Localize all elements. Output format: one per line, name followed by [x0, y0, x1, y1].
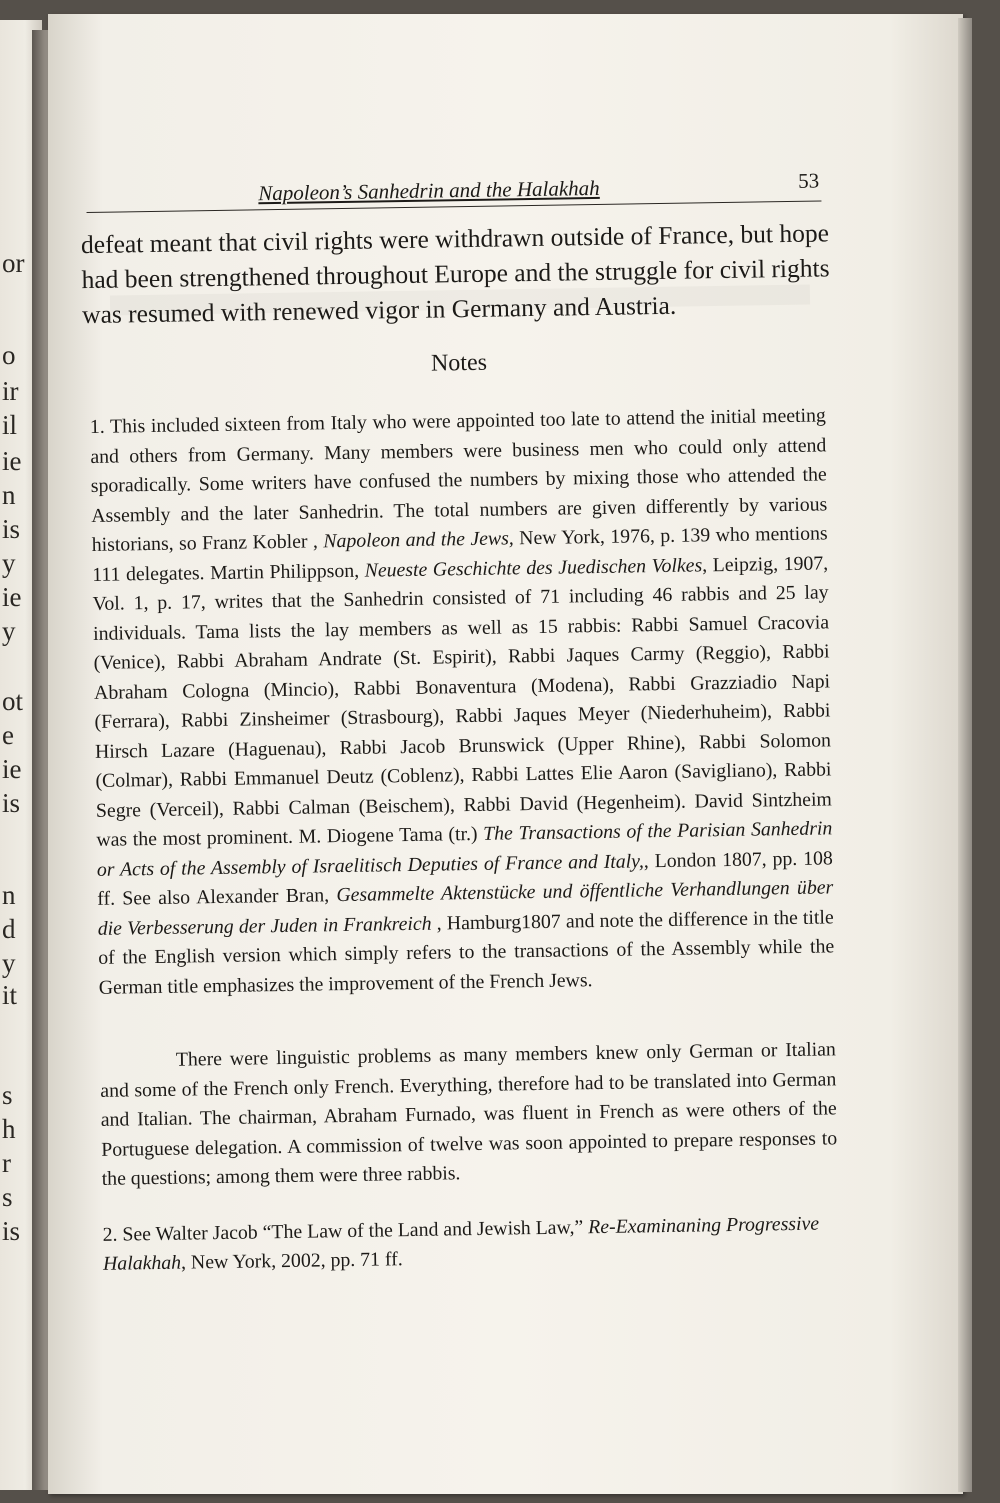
prev-page-fragment: y [2, 616, 16, 646]
prev-page-fragment: s [2, 1080, 13, 1110]
note-1-citation-title: Gesammelte Aktenstücke und öffentliche Verhandlungen über die Verbesserung der Juden in Frankreich [97, 876, 834, 940]
prev-page-fragment: il [2, 410, 18, 440]
prev-page-fragment: or [2, 248, 25, 278]
notes-heading: Notes [430, 349, 488, 377]
body-paragraph: defeat meant that civil rights were withdrawn outside of France, but hope had been strengthened throughout Europe and the struggle for civil rights was resumed with renewed vigor in Germany and Austria. [80, 218, 830, 330]
prev-page-fragment: ie [2, 446, 22, 476]
page-stack-edge [958, 18, 972, 1492]
note-1 [90, 401, 835, 1002]
note-1-text: , London 1807, pp. 108 ff. See also Alexander Bran, [97, 846, 833, 910]
prev-page-fragment: is [2, 514, 21, 544]
prev-page-fragment: it [2, 980, 18, 1010]
note-1-citation-title: Neueste Geschichte des Juedischen Volkes [364, 553, 703, 582]
note-1-text: , Hamburg1807 and note the difference in the title of the English version which simply refers to the transactions of the Assembly while the German title emphasizes the improvement of the French Jews. [98, 905, 835, 999]
note-2-citation-title: Re-Examinaning Progressive Halakhah [102, 1212, 820, 1275]
note-2-text: 2. See Walter Jacob “The Law of the Land and Jewish Law,” [102, 1215, 589, 1246]
prev-page-fragment: r [2, 1148, 11, 1178]
prev-page-fragment: ot [2, 686, 24, 716]
prev-page-fragment: y [2, 948, 16, 978]
prev-page-fragment: ir [2, 376, 19, 406]
note-1-text: , Leipzig, 1907, Vol. 1, p. 17, writes that the Sanhedrin consisted of 71 including 46 rabbis and 25 lay individuals. Tama lists the lay members as well as 15 rabbis: Rabbi Samuel Cracovia (Venice), Rabbi Abraham Andrate (St. Espirit), Rabbi Jaques Carmy (Reggio), Rabbi Abraham Cologna (Mincio), Rabbi Bonaventura (Modena), Rabbi Grazziadio Napi (Ferrara), Rabbi Zinsheimer (Strasbourg), Rabbi Jaques Meyer (Niederhuheim), Rabbi Hirsch Lazare (Haguenau), Rabbi Jacob Brunswick (Upper Rhine), Rabbi Solomon (Colmar), Rabbi Emmanuel Deutz (Coblenz), Rabbi Lattes Elie Aaron (Savigliano), Rabbi Segre (Verceil), Rabbi Calman (Beischem), Rabbi David (Hegenheim). David Sintzheim was the most prominent. M. Diogene Tama (tr.) [92, 551, 833, 851]
prev-page-fragment: is [2, 788, 21, 818]
page-number: 53 [797, 168, 820, 193]
note-1-text: 1. This included sixteen from Italy who were appointed too late to attend the initial meeting and others from Germany. Many members were business men who could only attend sporadically. Some writers have confused the numbers by mixing those who attended the Assembly and the later Sanhedrin. The total numbers are given differently by various historians, so Franz Kobler , [89, 404, 828, 556]
note-1-text: New York, 1976, p. 139 who mentions 111 delegates. Martin Philippson, [92, 522, 828, 586]
note-2 [102, 1209, 839, 1280]
prev-page-fragment: y [2, 548, 16, 578]
prev-page-fragment: n [2, 880, 16, 910]
page-content [80, 166, 843, 1279]
prev-page-fragment: h [2, 1114, 16, 1144]
note-1-continuation: There were linguistic problems as many members knew only German or Italian and some of the French only French. Everything, therefore had to be translated into German and Italian. The chairman, Abraham Furnado, was fluent in French as were others of the Portuguese delegation. A commission of twelve was soon appointed to prepare responses to the questions; among them were three rabbis. [100, 1038, 838, 1190]
prev-page-fragment: o [2, 340, 16, 370]
running-header-title: Napoleon’s Sanhedrin and the Halakhah [258, 175, 600, 206]
note-2-text: , New York, 2002, pp. 71 ff. [180, 1248, 403, 1274]
note-1-citation-title: The Transactions of the Parisian Sanhedrin or Acts of the Assembly of Israelitisch Deputies of France and Italy, [96, 817, 833, 881]
prev-page-fragment: e [2, 720, 14, 750]
prev-page-fragment: is [2, 1216, 21, 1246]
note-1-citation-title: Napoleon and the Jews, [323, 527, 514, 553]
prev-page-fragment: ie [2, 754, 22, 784]
prev-page-fragment: s [2, 1182, 13, 1212]
prev-page-fragment: n [2, 480, 16, 510]
prev-page-fragment: d [2, 914, 16, 944]
prev-page-fragment: ie [2, 582, 22, 612]
